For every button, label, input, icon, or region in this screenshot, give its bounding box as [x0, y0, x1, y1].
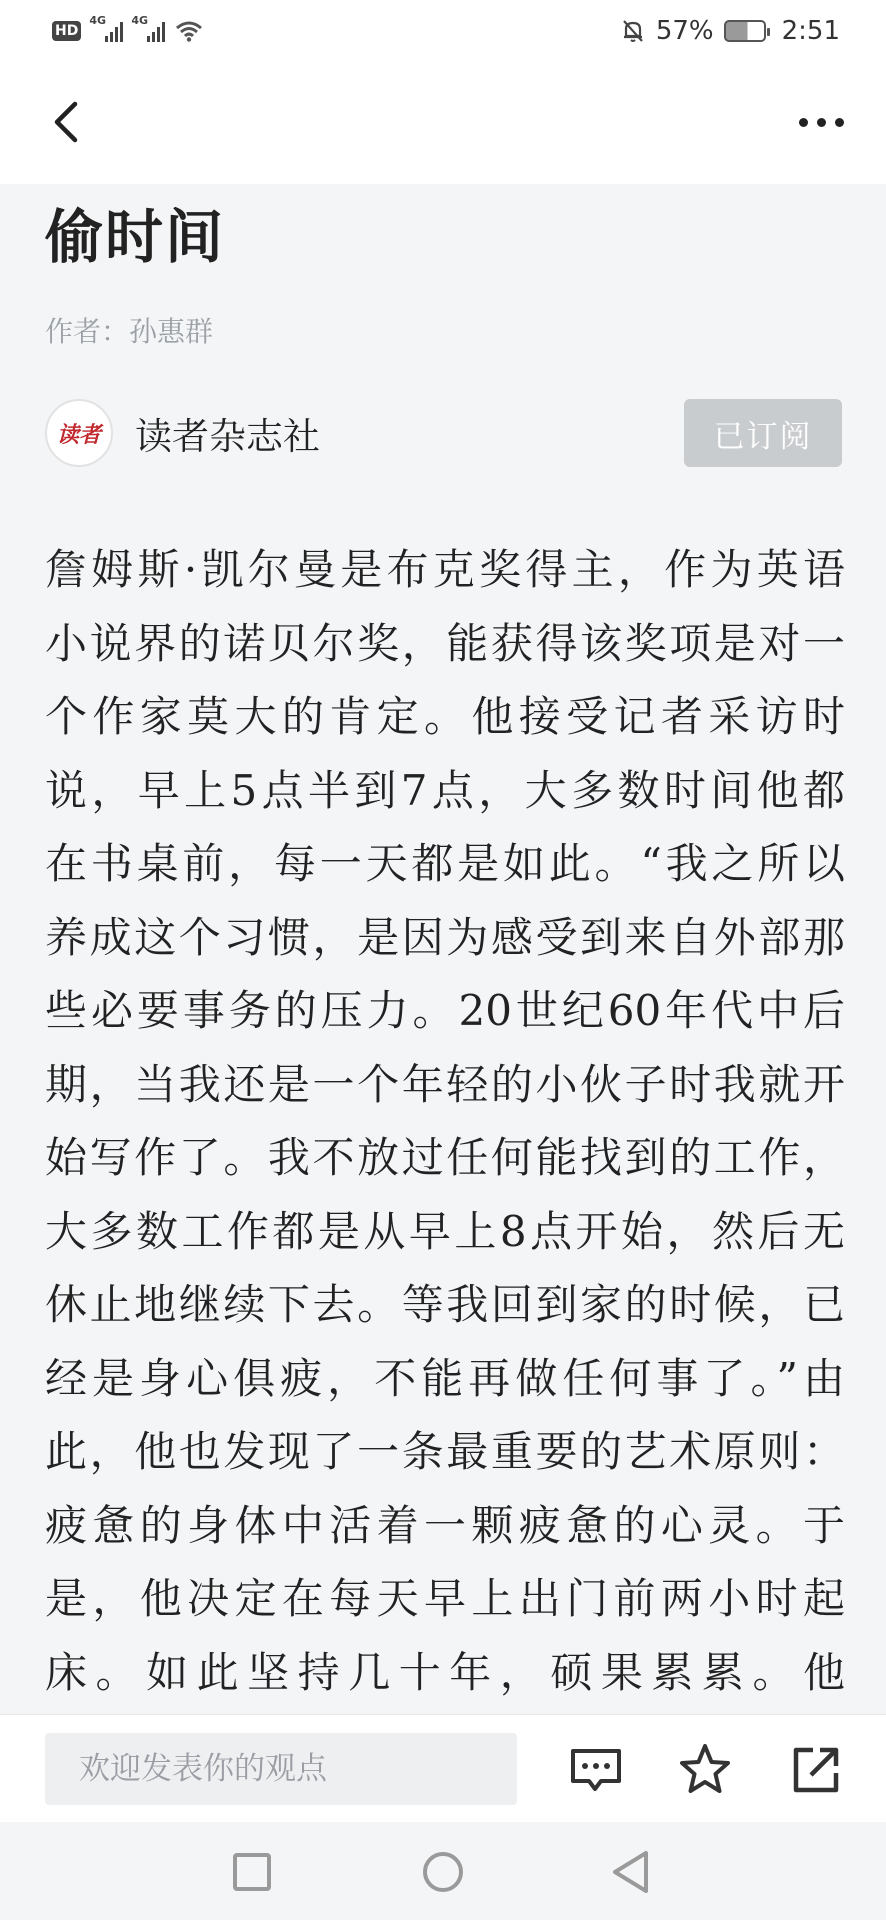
recent-apps-button[interactable]: [224, 1844, 280, 1900]
article-body-line: 个作家莫大的肯定。他接受记者采访时: [45, 692, 845, 741]
back-triangle-icon: [604, 1844, 660, 1900]
system-back-button[interactable]: [604, 1844, 660, 1900]
back-button[interactable]: [40, 92, 100, 152]
publisher-row: [45, 398, 842, 468]
article-body-line: 此，他也发现了一条最重要的艺术原则：: [45, 1427, 845, 1476]
article-body-line: 大多数工作都是从早上8点开始，然后无: [45, 1206, 845, 1256]
battery-icon: [724, 20, 766, 42]
publisher-name[interactable]: 读者杂志社: [135, 415, 320, 458]
hd-badge: HD: [52, 21, 81, 41]
article-body-line: 些必要事务的压力。20世纪60年代中后: [45, 986, 845, 1035]
recent-apps-icon: [224, 1844, 280, 1900]
article-body-line: 休止地继续下去。等我回到家的时候，已: [45, 1280, 845, 1329]
article-body-line: 在书桌前，每一天都是如此。“我之所以: [45, 839, 845, 888]
status-right: [620, 16, 840, 46]
article-body-line: 床。如此坚持几十年，硕果累累。他: [45, 1647, 845, 1697]
subscribed-button[interactable]: 已订阅: [684, 399, 842, 467]
home-icon: [415, 1844, 471, 1900]
publisher-logo[interactable]: 读者: [45, 399, 113, 467]
article-body-line: 养成这个习惯，是因为感受到来自外部那: [45, 912, 845, 962]
article-body-line: 说，早上5点半到7点，大多数时间他都: [45, 765, 845, 815]
share-icon: [787, 1741, 845, 1799]
status-bar: [0, 0, 886, 62]
comments-button[interactable]: [567, 1741, 625, 1799]
bell-muted-icon: [620, 18, 646, 44]
article-body: [45, 533, 845, 1713]
top-nav-bar: [0, 62, 886, 184]
article-body-line: 疲惫的身体中活着一颗疲惫的心灵。于: [45, 1500, 845, 1550]
share-button[interactable]: [787, 1741, 845, 1799]
more-options-button[interactable]: [786, 92, 856, 152]
article-body-line: 是，他决定在每天早上出门前两小时起: [45, 1574, 845, 1623]
system-nav-bar: [0, 1822, 886, 1920]
status-left: [52, 14, 203, 42]
signal-icon: 4G: [133, 20, 165, 42]
article-body-line: 经是身心俱疲，不能再做任何事了。”由: [45, 1353, 845, 1403]
clock: 2:51: [781, 16, 840, 46]
star-icon: [676, 1741, 734, 1799]
article-body-line: 期，当我还是一个年轻的小伙子时我就开: [45, 1059, 845, 1109]
chevron-left-icon: [40, 92, 100, 152]
more-horizontal-icon: [799, 118, 808, 127]
comment-icon: [567, 1741, 625, 1799]
article-title: 偷时间: [45, 203, 226, 271]
favorite-button[interactable]: [676, 1741, 734, 1799]
home-button[interactable]: [415, 1844, 471, 1900]
article-body-line: 小说界的诺贝尔奖，能获得该奖项是对一: [45, 618, 845, 668]
comment-input[interactable]: [45, 1733, 517, 1805]
wifi-icon: [175, 20, 203, 42]
article-author: 作者：孙惠群: [45, 315, 214, 348]
battery-percent: 57%: [655, 16, 714, 46]
article-body-line: 詹姆斯·凯尔曼是布克奖得主，作为英语: [45, 545, 845, 594]
article-body-line: 始写作了。我不放过任何能找到的工作，: [45, 1133, 845, 1182]
bottom-action-bar: [0, 1714, 886, 1822]
signal-icon: 4G: [91, 20, 123, 42]
